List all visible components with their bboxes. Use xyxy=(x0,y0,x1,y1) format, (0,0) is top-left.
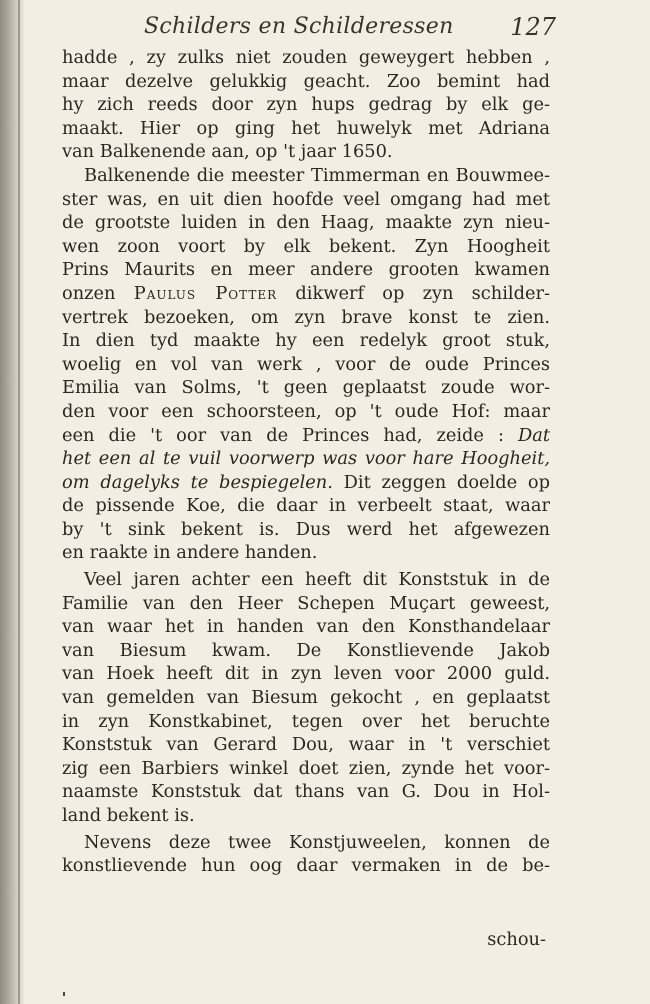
text-line: land bekent is. xyxy=(62,805,195,826)
binding-edge xyxy=(18,0,20,1004)
text-line: naamste Konststuk dat thans van G. Dou in Hol- xyxy=(62,781,550,803)
book-binding xyxy=(0,0,24,1004)
text-line: Balkenende die meester Timmerman en Bouwmee- xyxy=(84,164,550,186)
text-line xyxy=(62,424,550,448)
text-line xyxy=(62,282,550,306)
text-line: vertrek bezoeken, om zyn brave konst te zien. xyxy=(62,306,550,328)
text-segment: dikwerf op zyn schilder- xyxy=(277,282,550,304)
text-line xyxy=(62,471,550,495)
italic-text: Dat xyxy=(517,424,550,446)
text-line: konstlievende hun oog daar vermaken in de be- xyxy=(62,855,550,877)
text-line: in zyn Konstkabinet, tegen over het beruchte xyxy=(62,710,550,732)
text-line: Nevens deze twee Konstjuweelen, konnen de xyxy=(84,831,550,853)
text-line: Prins Maurits en meer andere grooten kwamen xyxy=(62,259,550,281)
text-segment: Dit zeggen doelde op xyxy=(332,471,550,493)
text-line: maar dezelve gelukkig geacht. Zoo bemint had xyxy=(62,70,550,92)
ink-speck xyxy=(63,992,65,996)
text-segment: een die 't oor van de Princes had, zeide : xyxy=(62,424,518,446)
italic-text: het een al te vuil voorwerp was voor hare Hoogheit, xyxy=(62,448,550,470)
text-line: woelig en vol van werk , voor de oude Princes xyxy=(62,353,550,375)
text-line: Emilia van Solms, 't geen geplaatst zoude wor- xyxy=(62,377,550,399)
text-line: Veel jaren achter een heeft dit Konststuk in de xyxy=(84,569,550,591)
text-line: den voor een schoorsteen, op 't oude Hof: maar xyxy=(62,400,550,422)
small-caps-name: Paulus Potter xyxy=(133,282,278,304)
text-segment: onzen xyxy=(62,282,134,304)
text-line: wen zoon voort by elk bekent. Zyn Hoogheit xyxy=(62,235,550,257)
text-line: de grootste luiden in den Haag, maakte zyn nieu- xyxy=(62,212,550,234)
text-line: van gemelden van Biesum gekocht , en geplaatst xyxy=(62,687,550,709)
text-line: van Hoek heeft dit in zyn leven voor 2000 guld. xyxy=(62,663,550,685)
text-line: en raakte in andere handen. xyxy=(62,542,318,564)
text-line: by 't sink bekent is. Dus werd het afgewezen xyxy=(62,518,550,540)
text-line: van Biesum kwam. De Konstlievende Jakob xyxy=(62,639,550,661)
text-line: ster was, en uit dien hoofde veel omgang had met xyxy=(62,188,550,210)
text-line: hadde , zy zulks niet zouden geweygert hebben , xyxy=(62,47,550,68)
italic-text: om dagelyks te bespiegelen. xyxy=(62,471,333,493)
text-line: de pissende Koe, die daar in verbeelt staat, waar xyxy=(62,495,550,517)
running-title: Schilders en Schilderessen xyxy=(144,14,454,39)
text-line: In dien tyd maakte hy een redelyk groot stuk, xyxy=(62,330,550,352)
text-line: zig een Barbiers winkel doet zien, zynde het voor- xyxy=(62,757,550,779)
text-line: Konststuk van Gerard Dou, waar in 't verschiet xyxy=(62,734,550,756)
running-header xyxy=(62,8,556,46)
text-line: hy zich reeds door zyn hups gedrag by elk ge- xyxy=(62,94,550,116)
page-number: 127 xyxy=(510,13,556,41)
text-line xyxy=(62,447,550,471)
book-page xyxy=(62,8,556,878)
text-line: van Balkenende aan, op 't jaar 1650. xyxy=(62,141,393,163)
text-line: maakt. Hier op ging het huwelyk met Adriana xyxy=(62,117,550,139)
body-text xyxy=(62,46,550,878)
text-line: van waar het in handen van den Konsthandelaar xyxy=(62,616,550,638)
text-line: Familie van den Heer Schepen Muçart geweest, xyxy=(62,592,550,614)
catchword: schou- xyxy=(487,929,546,950)
